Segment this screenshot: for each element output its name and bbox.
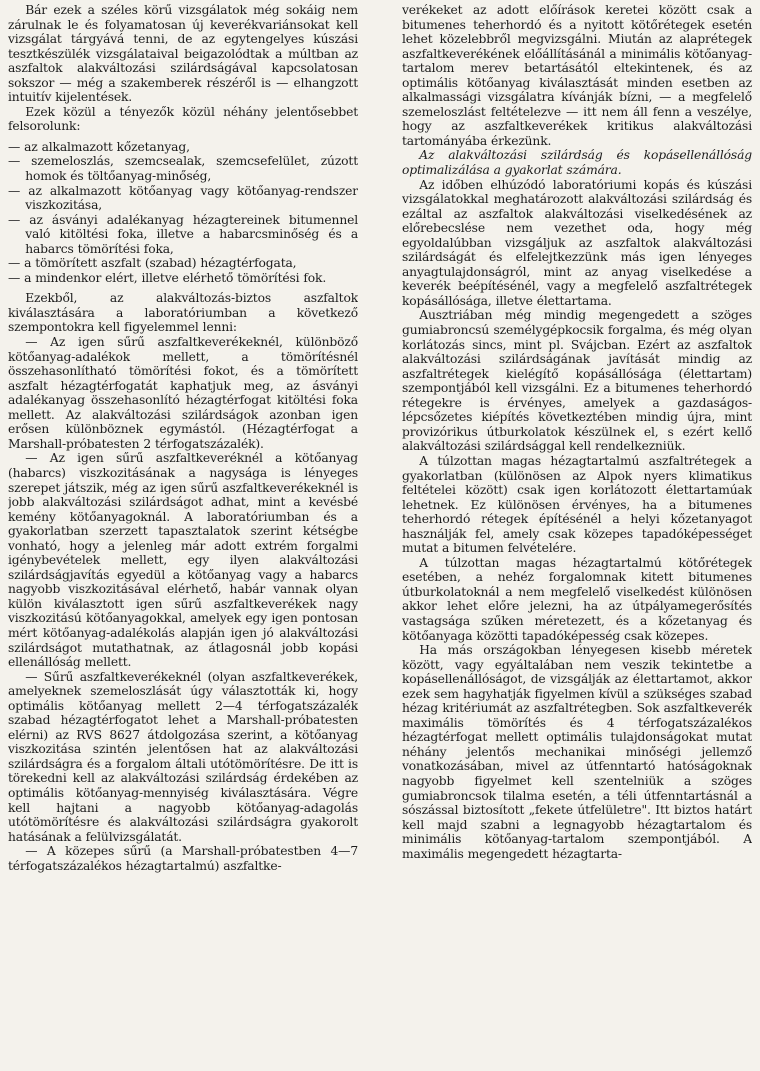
- list-item: — az alkalmazott kötőanyag vagy kötőanyag-rendszer viszkozitása,: [8, 183, 358, 213]
- factor-list: [8, 140, 358, 285]
- list-item: — a tömörített aszfalt (szabad) hézagtérfogata,: [8, 256, 297, 271]
- paragraph: — Az igen sűrű aszfaltkeveréknél a kötőanyag (habarcs) viszkozitásának a nagysága is lényeges szerepet játszik, még az igen sűrű aszfaltkeverékeknél is jobb alakváltozási szilárdságot adhat, mint a kevésbé kemény kötőanyagoknál. A laboratóriumban és a gyakorlatban szerzett tapasztalatok szerint kétségbe vonható, hogy a jelenleg már adott extrém forgalmi igénybevételek mellett, egy ilyen alakváltozási szilárdságjavítás egyedül a kötőanyag vagy a habarcs nagyobb viszkozitásával elérhető, habár vannak olyan külön kiválasztott igen sűrű aszfaltkeverékek nagy viszkozitású kötőanyagokkal, amelyek egy igen pontosan mért kötőanyag-adalékolás alapján igen jó alakváltozási szilárdságot mutathatnak, az átlagosnál jobb kopási ellenállóság mellett.: [8, 451, 358, 670]
- paragraph: A túlzottan magas hézagtartalmú aszfaltrétegek a gyakorlatban (különösen az Alpok nyers klimatikus feltételei között) csak igen korlátozott élettartamúak lehetnek. Ez különösen érvényes, ha a bitumenes teherhordó rétegek építésénél a helyi kőzetanyagot használják fel, amely csak közepes tapadóképességet mutat a bitumen felvételére.: [402, 453, 752, 556]
- right-column: [402, 3, 752, 1071]
- paragraph: Ausztriában még mindig megengedett a szöges gumiabroncsú személygépkocsik forgalma, és még olyan korlátozás sincs, mint pl. Svájcban. Ezért az aszfaltok alakváltozási szilárdságának javítását mindig az aszfaltrétegek kielégítő kopásállósága (élettartam) szempontjából kell vizsgálni. Ez a bitumenes teherhordó rétegekre is érvényes, amelyek a gazdaságos-lépcsőzetes kiépítés következtében mindig újra, mint provizórikus útburkolatok készülnek el, s ezért kellő alakváltozási szilárdsággal kell rendelkezniük.: [402, 308, 752, 454]
- list-item: — az alkalmazott kőzetanyag,: [8, 139, 190, 154]
- section-heading: Az alakváltozási szilárdság és kopásellenállóság optimalizálása a gyakorlat számára.: [402, 148, 752, 178]
- paragraph: A túlzottan magas hézagtartalmú kötőrétegek esetében, a nehéz forgalomnak kitett bitumenes útburkolatoknál a nem megfelelő viselkedést különösen akkor lehet előre jelezni, ha az útpályamegerősítés vastagsága szűken méretezett, és a kőzetanyag és kötőanyaga közötti tapadóképesség csak közepes.: [402, 555, 752, 643]
- paragraph: Ha más országokban lényegesen kisebb méretek között, vagy egyáltalában nem veszik tekintetbe a kopásellenállóságot, de vizsgálják az élettartamot, akkor ezek sem hagyhatják figyelmen kívül a szükséges szabad hézag kritériumát az aszfaltrétegben. Sok aszfaltkeverék maximális tömörítés és 4 térfogatszázalékos hézagtérfogat mellett optimális tulajdonságokat mutat néhány jelentős mechanikai minőségi jellemző vonatkozásában, mivel az útfenntartó hatóságoknak nagyobb figyelmet kell szentelniük a szöges gumiabroncsok tilalma esetén, a téli útfenntartásnál a sószással biztosított „fekete útfelületre". Itt biztos határt kell majd szabni a legnagyobb hézagtartalom és minimális kötőanyag-tartalom szempontjából. A maximális megengedett hézagtarta-: [402, 643, 752, 861]
- list-item: — a mindenkor elért, illetve elérhető tömörítési fok.: [8, 270, 327, 285]
- paragraph: — A közepes sűrű (a Marshall-próbatestben 4—7 térfogatszázalékos hézagtartalmú) aszfaltke-: [8, 844, 358, 873]
- paragraph: Ezekből, az alakváltozás-biztos aszfaltok kiválasztására a laboratóriumban a következő szempontokra kell figyelemmel lenni:: [8, 291, 358, 335]
- paragraph: Bár ezek a széles körű vizsgálatok még sokáig nem zárulnak le és folyamatosan új keverékvariánsokat kell vizsgálat tárgyává tenni, de az egytengelyes kúszási tesztkészülék vizsgálataival beigazolódtak a múltban az aszfaltok alakváltozási szilárdságával kapcsolatosan sokszor — még a szakemberek részéről is — elhangzott intuitív kijelentések.: [8, 3, 358, 105]
- list-item: — az ásványi adalékanyag hézagtereinek bitumennel való kitöltési foka, illetve a habarcsminőség és a habarcs tömörítési foka,: [8, 212, 358, 256]
- paragraph: Ezek közül a tényezők közül néhány jelentősebbet felsorolunk:: [8, 104, 358, 134]
- left-column: [8, 3, 358, 1071]
- paragraph: — Sűrű aszfaltkeverékeknél (olyan aszfaltkeverékek, amelyeknek szemeloszlását úgy választották ki, hogy optimális kötőanyag mellett 2—4 térfogatszázalék szabad hézagtérfogatot lehet a Marshall-próbatesten elérni) az RVS 8627 átdolgozása szerint, a kötőanyag viszkozitása szintén jelentősen hat az alakváltozási szilárdságra és a forgalom általi utótömörítésre. De itt is törekedni kell az alakváltozási szilárdság érdekében az optimális kötőanyag-mennyiség kiválasztására. Végre kell hajtani a nagyobb kötőanyag-adagolás utótömörítésre és alakváltozási szilárdságra gyakorolt hatásának a felülvizsgálatát.: [8, 669, 358, 844]
- paragraph: — Az igen sűrű aszfaltkeverékeknél, különböző kötőanyag-adalékok mellett, a tömörítésnél összehasonlítható tömörítési fokot, és a tömörített aszfalt hézagtérfogatát kaphatjuk meg, az ásványi adalékanyag összehasonlító hézagtérfogat kitöltési foka mellett. Az alakváltozási szilárdságok azonban igen erősen különböznek egymástól. (Hézagtérfogat a Marshall-próbatesten 2 térfogatszázalék).: [8, 335, 358, 451]
- paragraph: verékeket az adott előírások keretei között csak a bitumenes teherhordó és a nyitott kötőrétegek esetén lehet közelebbről megvizsgálni. Miután az alaprétegek aszfaltkeverékének előállításánál a minimális kötőanyag-tartalom merev betartásától eltekintenek, és az optimális kötőanyag kiválasztását minden esetben az alkalmassági vizsgálatra kívánják bízni, — a megfelelő szemeloszlást feltételezve — itt nem áll fenn a veszélye, hogy az aszfaltkeverékek kritikus alakváltozási tartományába érkezünk.: [402, 3, 752, 148]
- paragraph: Az időben elhúzódó laboratóriumi kopás és kúszási vizsgálatokkal meghatározott alakváltozási szilárdság és ezáltal az aszfaltok alakváltozási viselkedésének az előrebecslése nem vezethet oda, hogy még egyoldalúbban vizsgáljuk az aszfaltok alakváltozási szilárdságát és elfelejtkezzünk más igen lényeges anyagtulajdonságról, mint az anyag viselkedése a keverék beépítésénél, vagy a megfelelő aszfaltrétegek kopásállósága, illetve élettartama.: [402, 177, 752, 308]
- list-item: — szemeloszlás, szemcsealak, szemcsefelület, zúzott homok és töltőanyag-minőség,: [8, 154, 358, 184]
